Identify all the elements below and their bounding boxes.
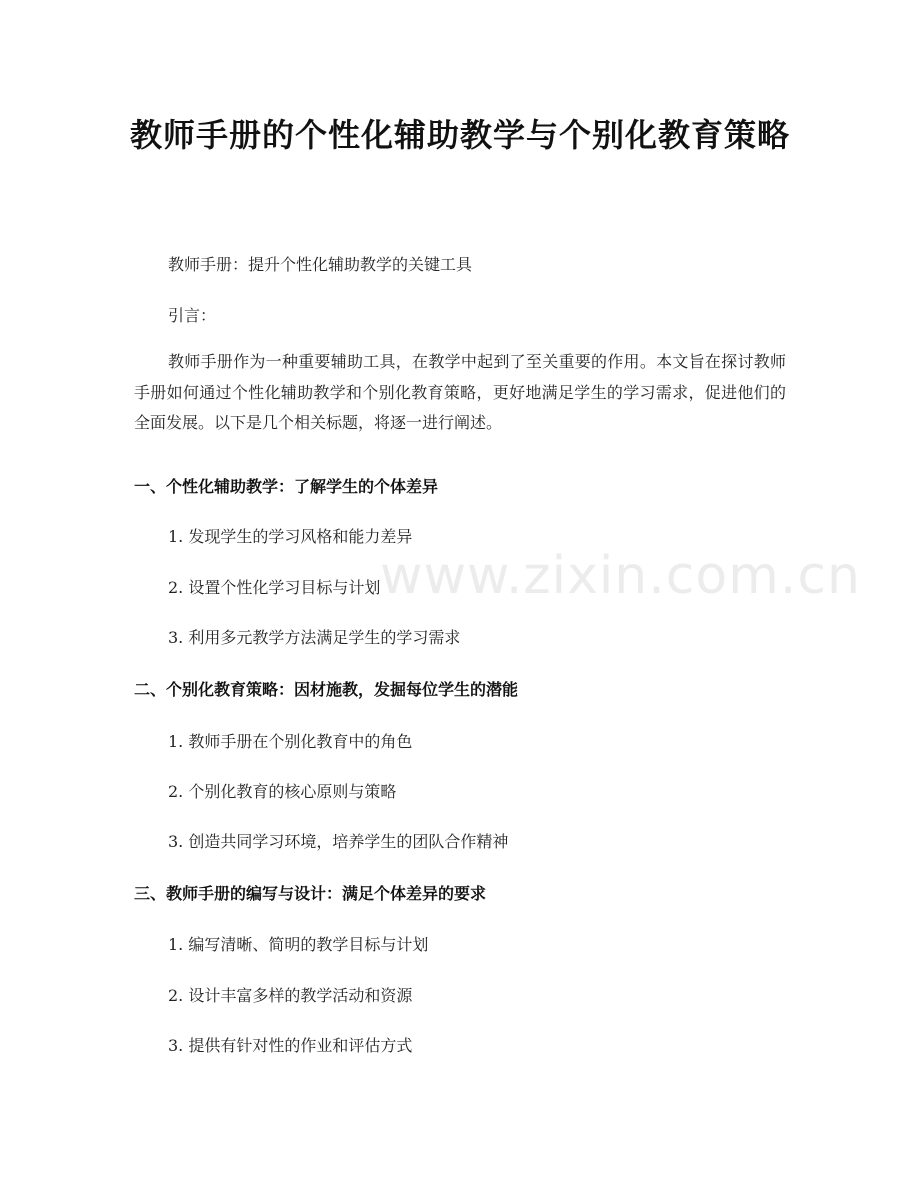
subtitle-line: 教师手册：提升个性化辅助教学的关键工具 — [168, 255, 473, 274]
section-2-item-2: 2. 个别化教育的核心原则与策略 — [168, 782, 397, 801]
section-2-item-1: 1. 教师手册在个别化教育中的角色 — [168, 732, 413, 751]
section-1-item-2: 2. 设置个性化学习目标与计划 — [168, 578, 381, 597]
section-heading-3: 三、教师手册的编写与设计：满足个体差异的要求 — [134, 884, 487, 903]
watermark: www.zixin.com.cn — [380, 546, 861, 606]
document-title: 教师手册的个性化辅助教学与个别化教育策略 — [130, 116, 791, 154]
section-3-item-1: 1. 编写清晰、简明的教学目标与计划 — [168, 935, 429, 954]
intro-paragraph: 教师手册作为一种重要辅助工具，在教学中起到了至关重要的作用。本文旨在探讨教师手册如何通过个性化辅助教学和个别化教育策略，更好地满足学生的学习需求，促进他们的全面发展。以下是几个相关标题，将逐一进行阐述。 — [134, 352, 786, 432]
section-heading-1: 一、个性化辅助教学：了解学生的个体差异 — [134, 477, 439, 496]
intro-label: 引言： — [168, 306, 217, 325]
section-1-item-1: 1. 发现学生的学习风格和能力差异 — [168, 527, 413, 546]
section-3-item-3: 3. 提供有针对性的作业和评估方式 — [168, 1036, 413, 1055]
section-1-item-3: 3. 利用多元教学方法满足学生的学习需求 — [168, 628, 461, 647]
section-2-item-3: 3. 创造共同学习环境，培养学生的团队合作精神 — [168, 832, 509, 851]
section-3-item-2: 2. 设计丰富多样的教学活动和资源 — [168, 986, 413, 1005]
section-heading-2: 二、个别化教育策略：因材施教，发掘每位学生的潜能 — [134, 680, 519, 699]
